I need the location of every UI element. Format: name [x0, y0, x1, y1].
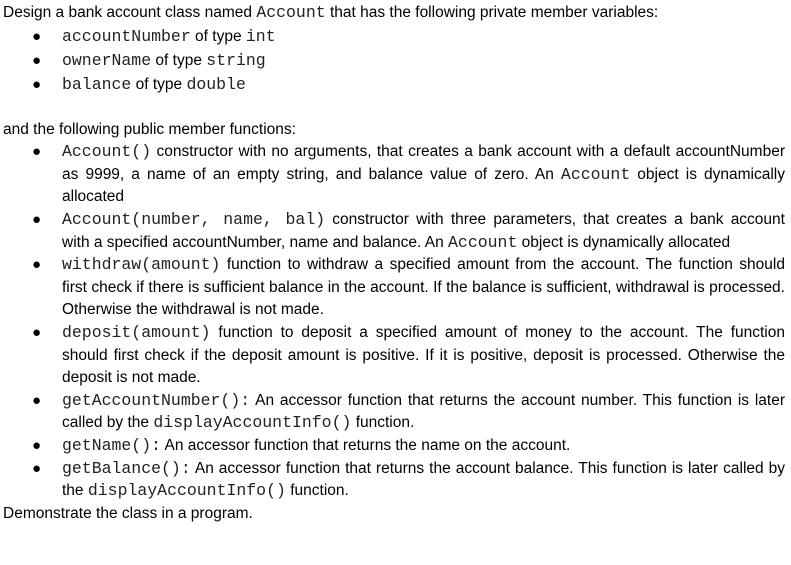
code-text: displayAccountInfo() [153, 413, 352, 433]
member-variables-list [3, 25, 785, 97]
list-item [3, 390, 785, 435]
code-text: deposit(amount) [62, 322, 211, 342]
list-item [3, 141, 785, 209]
bullet-icon: ● [32, 27, 42, 45]
code-text: double [186, 74, 246, 94]
member-functions-list [3, 141, 785, 503]
bullet-icon: ● [32, 256, 42, 274]
bullet-icon: ● [32, 459, 42, 477]
text: An accessor function that returns the account number. This function is later called by the [62, 391, 785, 432]
code-text: int [245, 26, 276, 46]
text: Demonstrate the class in a program. [3, 504, 253, 522]
code-text: Account [560, 164, 631, 184]
code-text: Account() [62, 142, 152, 162]
bullet-icon: ● [32, 436, 42, 454]
intro-paragraph [3, 2, 785, 25]
text: object is dynamically allocated [517, 233, 731, 251]
code-text: displayAccountInfo() [87, 481, 286, 501]
code-text: Account(number, name, bal) [62, 209, 326, 229]
code-text: accountNumber [62, 26, 191, 46]
list-item [3, 458, 785, 503]
bullet-icon: ● [32, 210, 42, 228]
code-text: getAccountNumber(): [62, 390, 251, 410]
code-text: balance [62, 74, 132, 94]
text: function. [351, 414, 415, 432]
bullet-icon: ● [32, 75, 42, 93]
list-item [3, 25, 785, 49]
document [3, 2, 785, 525]
functions-intro-paragraph [3, 119, 785, 142]
bullet-icon: ● [32, 391, 42, 409]
code-text: withdraw(amount) [62, 255, 221, 275]
text: and the following public member functions: [3, 120, 296, 138]
closing-paragraph [3, 503, 785, 526]
list-item [3, 322, 785, 390]
text: An accessor function that returns the account balance. This function is later called by the [62, 459, 785, 500]
code-text: Account [256, 3, 326, 22]
list-item [3, 435, 785, 458]
bullet-icon: ● [32, 143, 42, 161]
text: An accessor function that returns the name on the account. [161, 436, 571, 454]
code-text: ownerName [62, 50, 152, 70]
code-text: getBalance(): [62, 458, 191, 478]
list-item [3, 209, 785, 254]
text: Design a bank account class named [3, 4, 257, 21]
list-item [3, 49, 785, 73]
text: that has the following private member variables: [325, 4, 659, 21]
text: constructor with no arguments, that creates a bank account with a default accountNumber as 9999, a name of an empty string, and balance value of zero. An [62, 143, 785, 183]
code-text: string [206, 50, 266, 70]
text: function to withdraw a specified amount from the account. The function should first check if there is sufficient balance in the account. If the balance is sufficient, withdrawal is processed. Otherwise the withdrawal is not made. [62, 256, 785, 319]
list-item [3, 73, 785, 97]
text: of type [151, 51, 207, 69]
code-text: getName(): [62, 435, 162, 455]
bullet-icon: ● [32, 323, 42, 341]
text: constructor with three parameters, that creates a bank account with a specified accountNumber, name and balance. An [62, 210, 785, 251]
text: function. [285, 482, 349, 500]
text: of type [190, 27, 246, 45]
text: function to deposit a specified amount of money to the account. The function should first check if the deposit amount is positive. If it is positive, deposit is processed. Otherwise the deposit is not made. [62, 323, 785, 387]
text: of type [131, 75, 187, 93]
code-text: Account [448, 232, 518, 252]
text: object is dynamically allocated [62, 165, 785, 206]
bullet-icon: ● [32, 51, 42, 69]
list-item [3, 254, 785, 322]
